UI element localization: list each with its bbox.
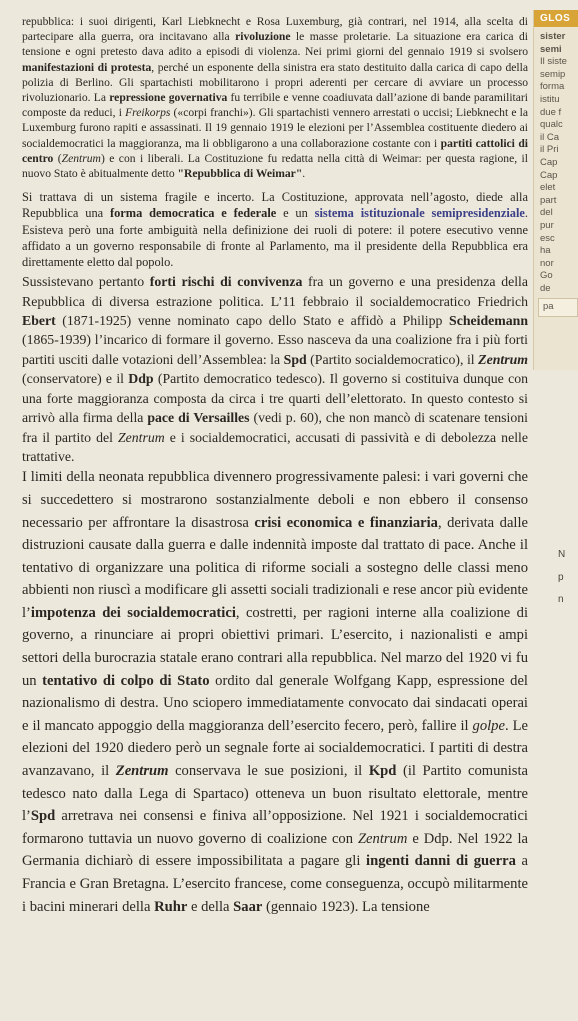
glossary-line: semip bbox=[540, 68, 566, 80]
margin-fragment: N bbox=[558, 549, 566, 560]
glossary-line: semi bbox=[540, 43, 562, 55]
glossary-line: del bbox=[540, 207, 553, 219]
glossary-sidebar bbox=[533, 10, 578, 370]
glossary-line: esc bbox=[540, 232, 555, 244]
glossary-line: istitu bbox=[540, 93, 560, 105]
main-text bbox=[22, 14, 528, 918]
glossary-line: ha bbox=[540, 245, 551, 257]
glossary-line: part bbox=[540, 194, 557, 206]
glossary-line: Cap bbox=[540, 156, 558, 168]
glossary-line: pur bbox=[540, 219, 554, 231]
glossary-line: due f bbox=[540, 106, 562, 118]
glossary-line: sister bbox=[540, 31, 566, 42]
glossary-line: il Pri bbox=[540, 144, 559, 156]
glossary-line: Il siste bbox=[540, 56, 567, 68]
margin-fragments bbox=[558, 544, 578, 612]
glossary-line: elet bbox=[540, 182, 556, 194]
margin-fragment: p bbox=[558, 571, 564, 583]
paragraph-republic-limits: I limiti della neonata repubblica divennero progressivamente palesi: i vari governi che si succedettero si mostrarono sostanzialmente deboli e non ebbero il consenso necessario per affrontare la disastrosa crisi economica e finanziaria, derivata dalle distruzioni causate dalla guerra e dalle indennità imposte dal trattato di pace. Anche il tentativo di organizzare una politica di riforme sociali a sostegno delle classi meno abbienti non riuscì a modificare gli assetti sociali tradizionali e rese ancor più evidente l’impotenza dei socialdemocratici, costretti, per ragioni interne alla coalizione di governo, a rinunciare ai propri obiettivi primari. L’esercito, i nazionalisti e ampi settori della burocrazia statale erano contrari alla repubblica. Nel marzo del 1920 vi fu un tentativo di colpo di Stato ordito dal generale Wolfgang Kapp, espressione del nazionalismo di destra. Uno sciopero immediatamente convocato dai sindacati operai e il mancato appoggio della maggioranza dell’esercito fecero, però, fallire il golpe. Le elezioni del 1920 diedero però un segnale forte ai socialdemocratici. I partiti di destra avanzavano, il Zentrum conservava le sue posizioni, il Kpd (il Partito comunista tedesco nato dalla Lega di Spartaco) otteneva un buon risultato elettorale, mentre l’Spd arretrava nei consensi e finiva all’opposizione. Nel 1921 i socialdemocratici formarono tuttavia un nuovo governo di coalizione con Zentrum e Ddp. Nel 1922 la Germania dichiarò di essere impossibilitata a pagare gli ingenti danni di guerra a Francia e Gran Bretagna. L’esercito francese, come conseguenza, occupò militarmente i bacini minerari della Ruhr e della Saar (gennaio 1923). La tensione bbox=[22, 469, 529, 915]
glossary-line: de bbox=[540, 282, 551, 294]
paragraph-spartacist-uprising: repubblica: i suoi dirigenti, Karl Liebknecht e Rosa Luxemburg, già contrari, nel 1914, alla scelta di partecipare alla guerra, ora incitavano alla rivoluzione le masse proletarie. La situazione era carica di tensione e ogni pretesto dava adito a episodi di violenza. Nei primi giorni del gennaio 1919 si svolsero manifestazioni di protesta, perché un esponente della sinistra era stato destituito dalla carica di capo della polizia di Berlino. Gli spartachisti mobilitarono i propri aderenti per cercare di avviare un processo rivoluzionario. La repressione governativa fu terribile e venne coadiuvata dall’azione di bande paramilitari composte da reduci, i Freikorps («corpi franchi»). Gli spartachisti vennero arrestati o uccisi; Liebknecht e la Luxemburg furono rapiti e assassinati. Il 19 gennaio 1919 le elezioni per l’Assemblea costituente diedero ai socialdemocratici la maggioranza, ma li obbligarono a una collaborazione costante con i partiti cattolici di centro (Zentrum) e con i liberali. La Costituzione fu redatta nella città di Weimar: per questa ragione, il nuovo Stato è abitualmente detto "Repubblica di Weimar". bbox=[22, 15, 528, 181]
glossary-box: pa bbox=[538, 298, 578, 316]
glossary-line: qualc bbox=[540, 119, 563, 131]
glossary-line: nor bbox=[540, 257, 554, 269]
glossary-line: Go bbox=[540, 270, 553, 282]
paragraph-constitution: Si trattava di un sistema fragile e incerto. La Costituzione, approvata nell’agosto, diede alla Repubblica una forma democratica e federale e un sistema istituzionale semipresidenziale. Esisteva però una forte ambiguità nella definizione dei ruoli di potere: il potere esecutivo venne affidato a un governo responsabile di fronte al Parlamento, ma il presidente della Repubblica era direttamente eletto dal popolo. bbox=[22, 190, 529, 270]
paragraph-coalition-government: Sussistevano pertanto forti rischi di convivenza fra un governo e una presidenza della Repubblica di diversa estrazione politica. L’11 febbraio il socialdemocratico Friedrich Ebert (1871-1925) venne nominato capo dello Stato e affidò a Philipp Scheidemann (1865-1939) l’incarico di formare il governo. Esso nasceva da una coalizione fra i più forti partiti usciti dalle votazioni dell’Assemblea: la Spd (Partito socialdemocratico), il Zentrum (conservatore) e il Ddp (Partito democratico tedesco). Il governo si costituiva dunque con una forte maggioranza composta da circa i tre quarti dell’elettorato. In questo contesto si arrivò alla firma della pace di Versailles (vedi p. 60), che non mancò di scatenare tensioni fra il partito del Zentrum e i socialdemocratici, accusati di passività e di debolezza nelle trattative. bbox=[22, 274, 529, 464]
glossary-term-highlight: sistema istituzionale semipresidenziale bbox=[314, 206, 525, 221]
glossary-line: il Ca bbox=[540, 131, 560, 143]
glossary-line: forma bbox=[540, 81, 565, 93]
glossary-line: Cap bbox=[540, 169, 558, 181]
margin-fragment: n bbox=[558, 594, 564, 606]
glossary-body bbox=[534, 27, 578, 321]
glossary-heading: GLOS bbox=[534, 10, 578, 27]
